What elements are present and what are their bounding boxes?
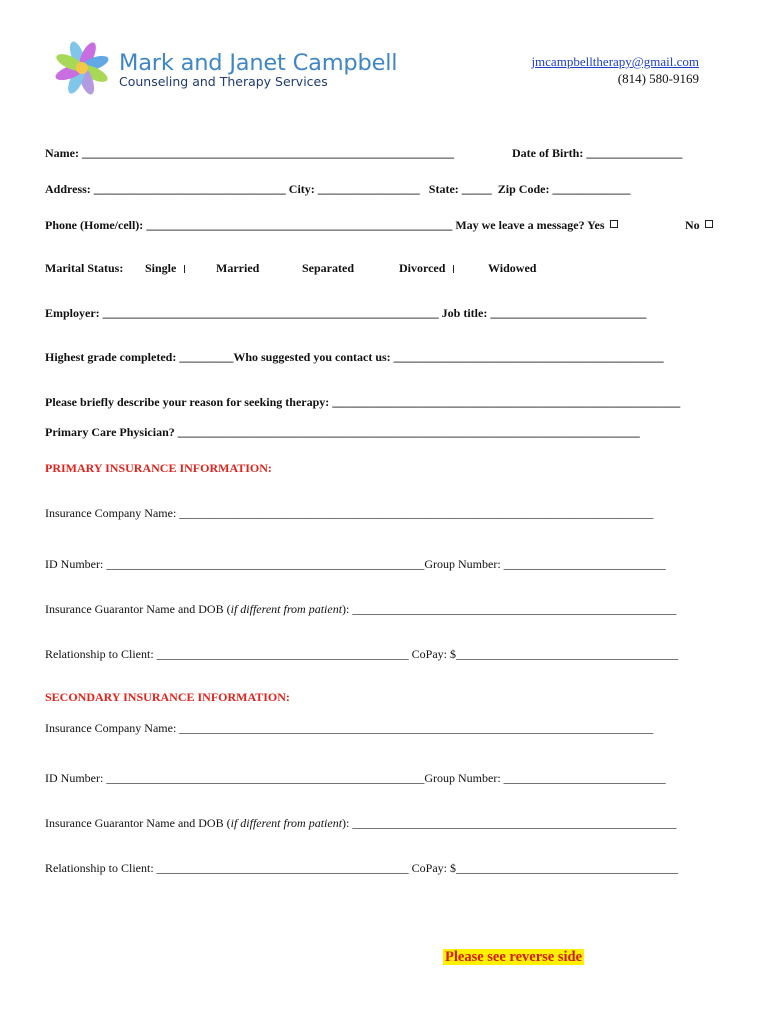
grade-row — [45, 350, 664, 364]
secondary-copay-field[interactable]: _____________________________________ — [456, 861, 679, 875]
employer-field[interactable]: ________________________________________________________ — [102, 306, 439, 320]
reason-field[interactable]: __________________________________________________________ — [332, 395, 681, 409]
relationship-label: Relationship to Client: — [45, 861, 154, 875]
practice-phone: (814) 580-9169 — [617, 71, 699, 86]
secondary-company-field[interactable]: _______________________________________________________________________________ — [179, 721, 654, 735]
employer-label: Employer: — [45, 306, 100, 320]
physician-row — [45, 425, 640, 439]
guarantor-note: if different from patient — [230, 602, 343, 616]
job-label: Job title: — [441, 306, 488, 320]
no-option — [685, 218, 713, 232]
job-field[interactable]: __________________________ — [490, 306, 647, 320]
dob-row — [512, 146, 682, 160]
group-label: Group Number: — [424, 557, 501, 571]
copay-label: CoPay: $ — [411, 861, 457, 875]
state-field[interactable]: _____ — [461, 182, 492, 196]
primary-company-field[interactable]: _______________________________________________________________________________ — [179, 506, 654, 520]
copay-label: CoPay: $ — [411, 647, 457, 661]
reverse-side-text: Please see reverse side — [445, 949, 583, 965]
physician-label: Primary Care Physician? — [45, 425, 175, 439]
no-checkbox[interactable] — [705, 220, 713, 228]
phone-label: Phone (Home/cell): — [45, 218, 144, 232]
secondary-guarantor-row — [45, 816, 676, 830]
secondary-group-field[interactable]: ___________________________ — [503, 771, 666, 785]
suggested-label: Who suggested you contact us: — [233, 350, 391, 364]
address-field[interactable]: ________________________________ — [93, 182, 286, 196]
message-label: May we leave a message? — [455, 218, 585, 232]
secondary-guarantor-field[interactable]: ______________________________________________________ — [352, 816, 677, 830]
id-label: ID Number: — [45, 557, 104, 571]
company-label: Insurance Company Name: — [45, 721, 177, 735]
flower-logo-icon — [52, 38, 112, 98]
secondary-relationship-field[interactable]: __________________________________________ — [156, 861, 409, 875]
phone-row — [45, 218, 618, 232]
reason-row — [45, 395, 680, 409]
dob-field[interactable]: ________________ — [586, 146, 683, 160]
address-row — [45, 182, 630, 196]
name-label: Name: — [45, 146, 79, 160]
city-field[interactable]: _________________ — [317, 182, 420, 196]
dob-label: Date of Birth: — [512, 146, 584, 160]
divider — [184, 265, 185, 273]
phone-field[interactable]: ___________________________________________________ — [146, 218, 453, 232]
secondary-insurance-heading: SECONDARY INSURANCE INFORMATION: — [45, 690, 290, 704]
suggested-field[interactable]: _____________________________________________ — [393, 350, 664, 364]
city-label: City: — [288, 182, 315, 196]
marital-option-widowed[interactable]: Widowed — [488, 261, 537, 275]
physician-field[interactable]: _____________________________________________________________________________ — [177, 425, 640, 439]
group-label: Group Number: — [424, 771, 501, 785]
primary-guarantor-field[interactable]: ______________________________________________________ — [352, 602, 677, 616]
primary-insurance-heading: PRIMARY INSURANCE INFORMATION: — [45, 461, 272, 475]
primary-id-row — [45, 557, 666, 571]
name-row — [45, 146, 454, 160]
primary-relationship-row — [45, 647, 678, 661]
secondary-id-field[interactable]: _____________________________________________________ — [106, 771, 425, 785]
state-label: State: — [428, 182, 459, 196]
relationship-label: Relationship to Client: — [45, 647, 154, 661]
zip-field[interactable]: _____________ — [552, 182, 631, 196]
primary-id-field[interactable]: _____________________________________________________ — [106, 557, 425, 571]
guarantor-label: Insurance Guarantor Name and DOB ( — [45, 816, 231, 830]
guarantor-label-close: ): — [342, 816, 350, 830]
marital-option-label: Divorced — [399, 261, 446, 275]
marital-option-married[interactable]: Married — [216, 261, 260, 275]
practice-subtitle: Counseling and Therapy Services — [119, 74, 328, 89]
marital-option-label: Single — [145, 261, 177, 275]
primary-copay-field[interactable]: _____________________________________ — [456, 647, 679, 661]
no-label: No — [685, 218, 700, 232]
marital-option-separated[interactable]: Separated — [302, 261, 354, 275]
id-label: ID Number: — [45, 771, 104, 785]
address-label: Address: — [45, 182, 91, 196]
name-field[interactable]: ______________________________________________________________ — [81, 146, 454, 160]
practice-name: Mark and Janet Campbell — [119, 50, 398, 76]
primary-group-field[interactable]: ___________________________ — [503, 557, 666, 571]
guarantor-note: if different from patient — [230, 816, 343, 830]
primary-relationship-field[interactable]: __________________________________________ — [156, 647, 409, 661]
email-link[interactable]: jmcampbelltherapy@gmail.com — [531, 54, 699, 69]
zip-label: Zip Code: — [497, 182, 550, 196]
primary-guarantor-row — [45, 602, 676, 616]
grade-label: Highest grade completed: — [45, 350, 177, 364]
guarantor-label-close: ): — [342, 602, 350, 616]
company-label: Insurance Company Name: — [45, 506, 177, 520]
guarantor-label: Insurance Guarantor Name and DOB ( — [45, 602, 231, 616]
employer-row — [45, 306, 646, 320]
secondary-company-row — [45, 721, 653, 735]
secondary-relationship-row — [45, 861, 678, 875]
yes-label: Yes — [587, 218, 605, 232]
marital-label: Marital Status: — [45, 261, 124, 275]
grade-field[interactable]: _________ — [179, 350, 234, 364]
reverse-side-notice — [443, 948, 584, 966]
practice-logo — [52, 38, 112, 98]
reason-label: Please briefly describe your reason for seeking therapy: — [45, 395, 330, 409]
marital-option-divorced[interactable] — [399, 261, 454, 275]
divider — [453, 265, 454, 273]
secondary-id-row — [45, 771, 666, 785]
primary-company-row — [45, 506, 653, 520]
marital-option-single[interactable] — [145, 261, 185, 275]
yes-checkbox[interactable] — [610, 220, 618, 228]
